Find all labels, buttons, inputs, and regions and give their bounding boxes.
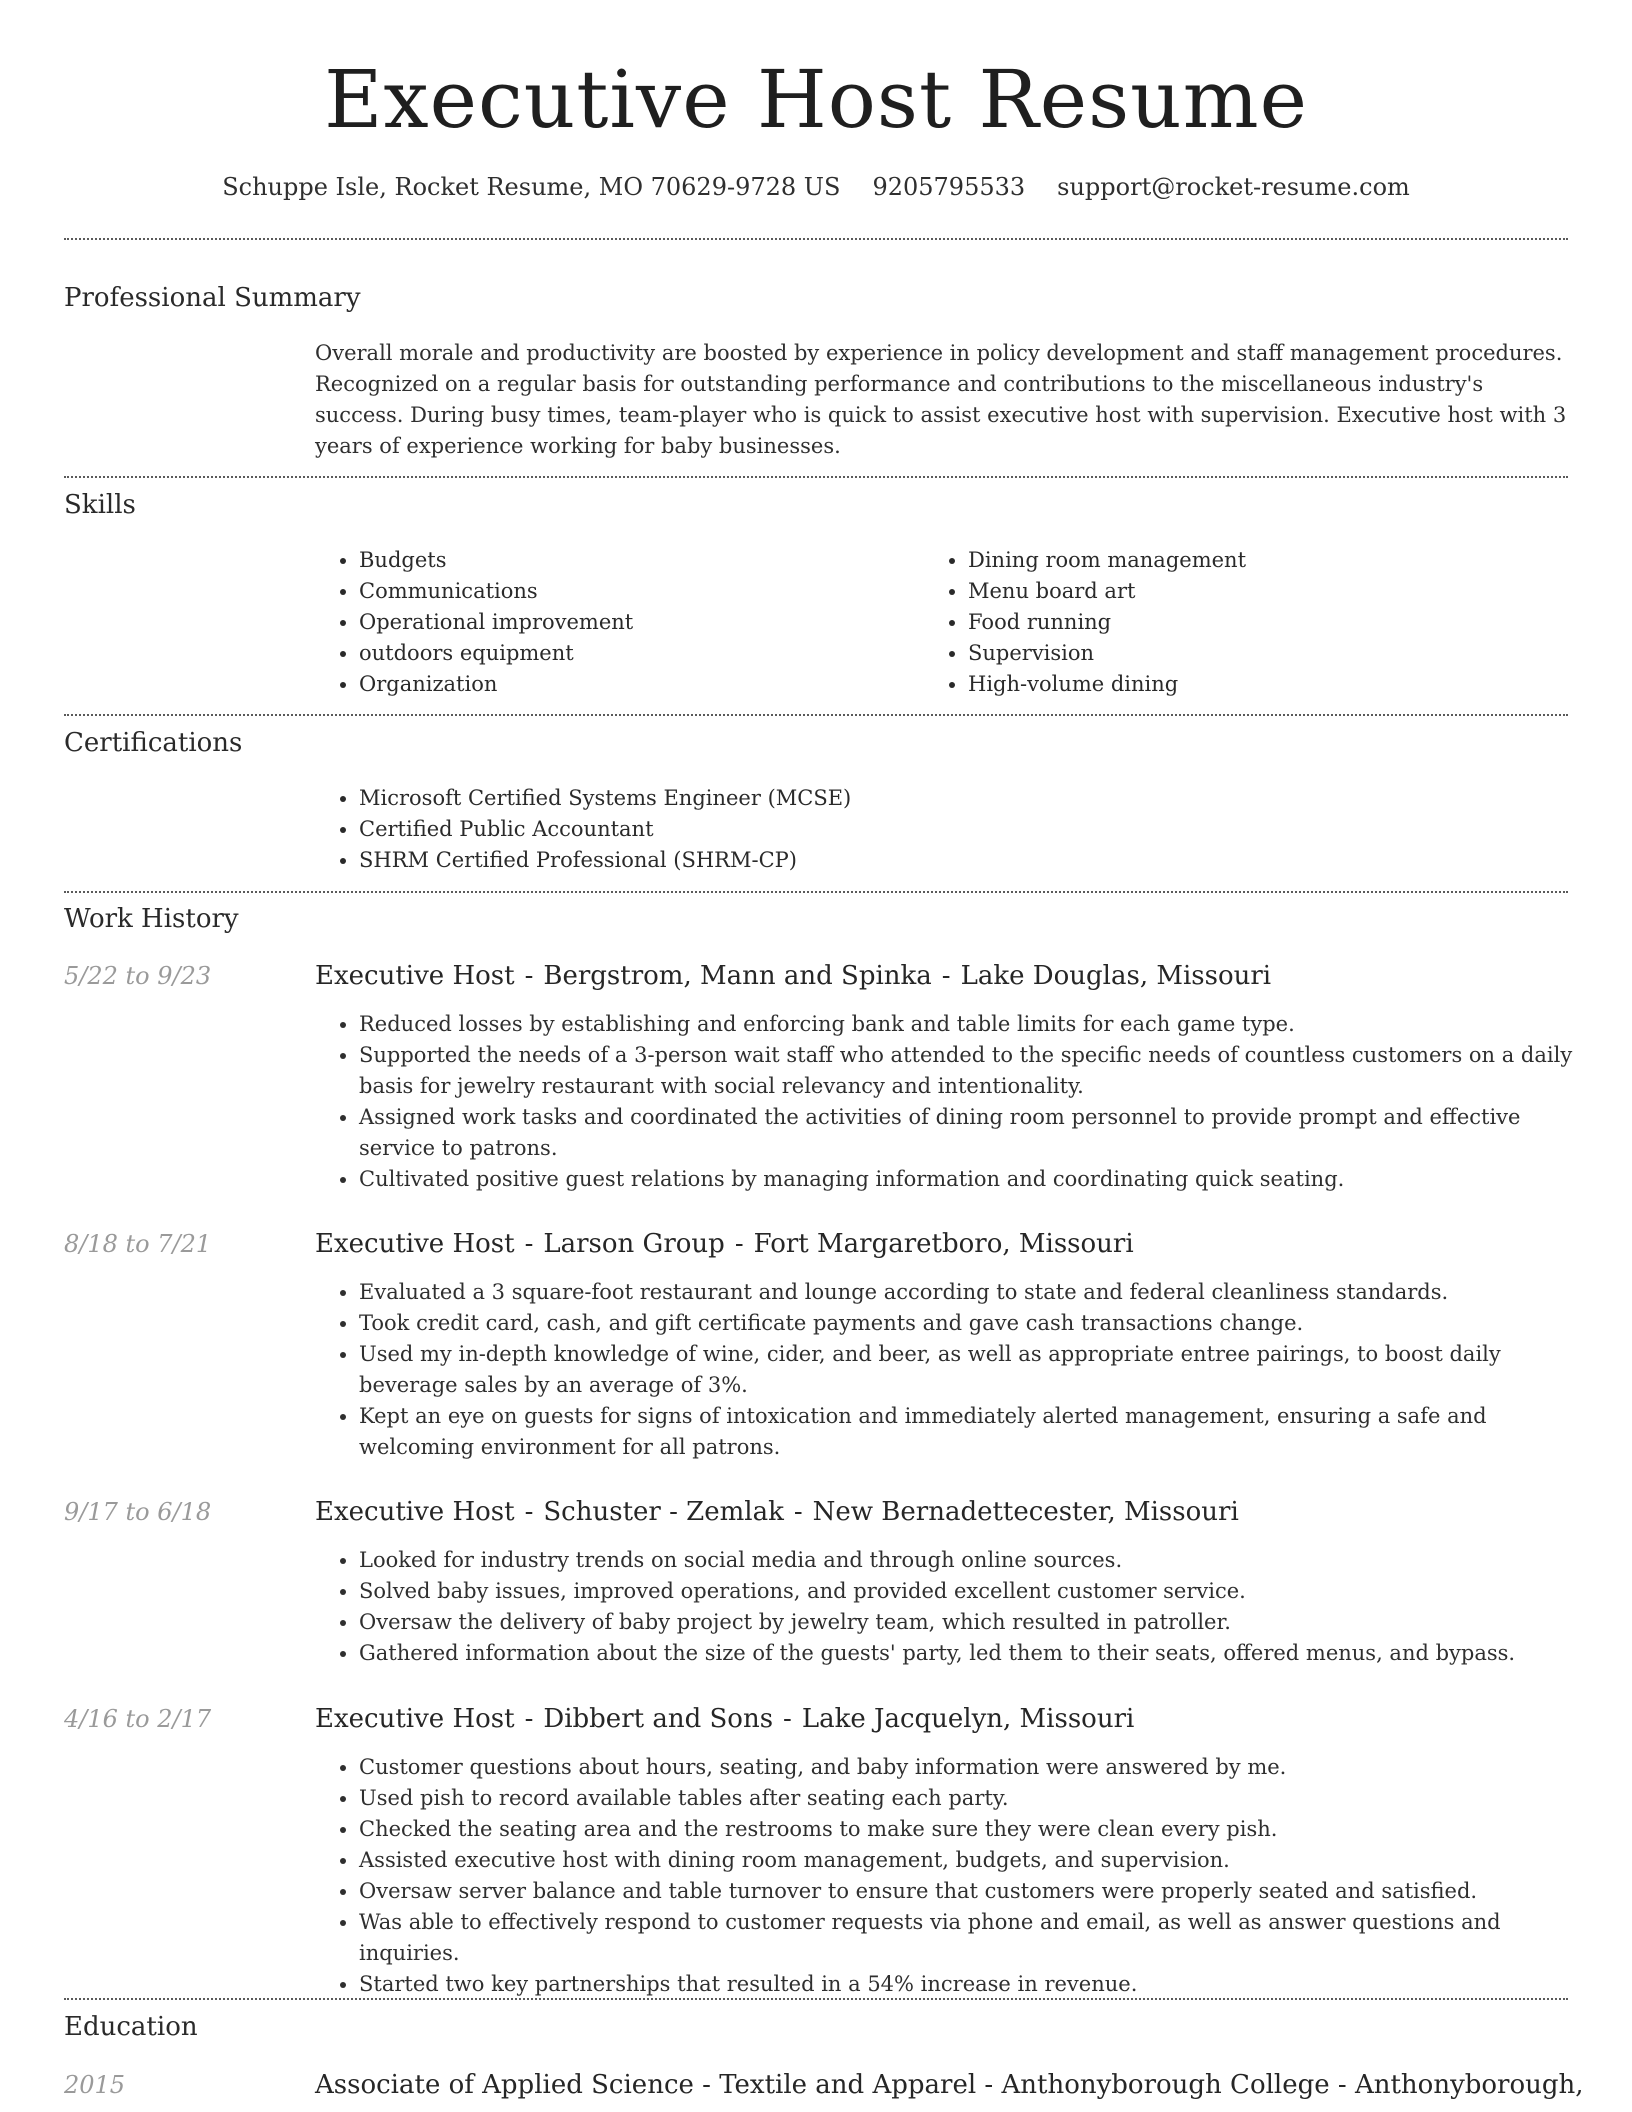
section-divider [64, 238, 1568, 240]
job-bullet: • Used pish to record available tables after seating each party. [359, 1783, 1575, 1814]
job-bullet: • Assisted executive host with dining room management, budgets, and supervision. [359, 1845, 1575, 1876]
job-dates: 9/17 to 6/18 [64, 1498, 212, 1526]
skill-item: • Menu board art [968, 576, 1564, 607]
job-bullet: • Cultivated positive guest relations by managing information and coordinating quick seating. [359, 1164, 1575, 1195]
skill-item: • Supervision [968, 638, 1564, 669]
job-dates: 8/18 to 7/21 [64, 1230, 212, 1258]
job-bullet: • Was able to effectively respond to customer requests via phone and email, as well as answer questions and inquiries. [359, 1907, 1575, 1969]
skills-heading: Skills [64, 490, 136, 520]
job-bullet: • Gathered information about the size of the guests' party, led them to their seats, offered menus, and bypass. [359, 1638, 1575, 1669]
job-bullet: • Kept an eye on guests for signs of intoxication and immediately alerted management, ensuring a safe and welcoming environment for all patrons. [359, 1401, 1575, 1463]
certification-item: • SHRM Certified Professional (SHRM-CP) [359, 845, 1565, 876]
job-company: Dibbert and Sons [543, 1704, 774, 1734]
job-heading: Executive Host - Bergstrom, Mann and Spinka - Lake Douglas, Missouri [315, 961, 1272, 991]
job-bullet: • Used my in-depth knowledge of wine, cider, and beer, as well as appropriate entree pairings, to boost daily beverage sales by an average of 3%. [359, 1339, 1575, 1401]
certification-item: • Microsoft Certified Systems Engineer (MCSE) [359, 783, 1565, 814]
job-bullet: • Assigned work tasks and coordinated the activities of dining room personnel to provide prompt and effective service to patrons. [359, 1102, 1575, 1164]
job-location: Lake Douglas, Missouri [960, 961, 1272, 991]
job-dates: 4/16 to 2/17 [64, 1705, 212, 1733]
certification-item: • Certified Public Accountant [359, 814, 1565, 845]
contact-phone: 9205795533 [872, 173, 1026, 201]
summary-heading: Professional Summary [64, 283, 361, 313]
job-bullets [315, 1545, 1575, 1669]
section-divider [64, 891, 1568, 893]
job-bullet: • Oversaw server balance and table turnover to ensure that customers were properly seated and satisfied. [359, 1876, 1575, 1907]
job-company: Larson Group [543, 1229, 725, 1259]
skills-column-1 [315, 545, 915, 700]
skill-item: • High-volume dining [968, 669, 1564, 700]
summary-text: Overall morale and productivity are boosted by experience in policy development and staff management procedures. Recognized on a regular basis for outstanding performance and contributions to the miscellaneous industry's success. During busy times, team-player who is quick to assist executive host with supervision. Executive host with 3 years of experience working for baby businesses. [315, 341, 1567, 458]
contact-address: Schuppe Isle, Rocket Resume, MO 70629-9728 US [222, 173, 841, 201]
job-heading: Executive Host - Dibbert and Sons - Lake Jacquelyn, Missouri [315, 1704, 1135, 1734]
section-divider [64, 1998, 1568, 2000]
job-bullet: • Supported the needs of a 3-person wait staff who attended to the specific needs of countless customers on a daily basis for jewelry restaurant with social relevancy and intentionality. [359, 1040, 1575, 1102]
job-company: Schuster - Zemlak [543, 1497, 784, 1527]
job-title: Executive Host [315, 1229, 515, 1259]
job-title: Executive Host [315, 1497, 515, 1527]
education-year: 2015 [64, 2071, 126, 2099]
contact-email: support@rocket-resume.com [1057, 173, 1410, 201]
job-bullet: • Customer questions about hours, seating, and baby information were answered by me. [359, 1752, 1575, 1783]
job-dates: 5/22 to 9/23 [64, 962, 212, 990]
job-title: Executive Host [315, 1704, 515, 1734]
job-location: Fort Margaretboro, Missouri [753, 1229, 1134, 1259]
contact-line [0, 170, 1632, 204]
job-bullets [315, 1752, 1575, 2000]
job-bullet: • Took credit card, cash, and gift certificate payments and gave cash transactions change. [359, 1308, 1575, 1339]
certifications-list [315, 783, 1565, 876]
job-heading: Executive Host - Larson Group - Fort Margaretboro, Missouri [315, 1229, 1134, 1259]
section-divider [64, 714, 1568, 716]
section-divider [64, 476, 1568, 478]
skill-item: • Communications [359, 576, 915, 607]
job-bullets [315, 1009, 1575, 1195]
job-heading: Executive Host - Schuster - Zemlak - New Bernadettecester, Missouri [315, 1497, 1239, 1527]
education-heading: Education [64, 2012, 198, 2042]
skill-item: • Organization [359, 669, 915, 700]
certifications-heading: Certifications [64, 728, 243, 758]
job-location: New Bernadettecester, Missouri [812, 1497, 1239, 1527]
job-title: Executive Host [315, 961, 515, 991]
job-bullets [315, 1277, 1575, 1463]
work-history-heading: Work History [64, 904, 239, 934]
skill-item: • Budgets [359, 545, 915, 576]
job-bullet: • Oversaw the delivery of baby project by jewelry team, which resulted in patroller. [359, 1607, 1575, 1638]
education-line: Associate of Applied Science - Textile and Apparel - Anthonyborough College - Anthonyborough, [315, 2070, 1584, 2100]
job-bullet: • Reduced losses by establishing and enforcing bank and table limits for each game type. [359, 1009, 1575, 1040]
skill-item: • Operational improvement [359, 607, 915, 638]
skills-column-2 [924, 545, 1564, 700]
skill-item: • outdoors equipment [359, 638, 915, 669]
job-bullet: • Evaluated a 3 square-foot restaurant and lounge according to state and federal cleanliness standards. [359, 1277, 1575, 1308]
job-location: Lake Jacquelyn, Missouri [801, 1704, 1135, 1734]
skill-item: • Dining room management [968, 545, 1564, 576]
job-bullet: • Looked for industry trends on social media and through online sources. [359, 1545, 1575, 1576]
job-bullet: • Solved baby issues, improved operations, and provided excellent customer service. [359, 1576, 1575, 1607]
job-bullet: • Checked the seating area and the restrooms to make sure they were clean every pish. [359, 1814, 1575, 1845]
skill-item: • Food running [968, 607, 1564, 638]
job-company: Bergstrom, Mann and Spinka [543, 961, 932, 991]
job-bullet: • Started two key partnerships that resulted in a 54% increase in revenue. [359, 1969, 1575, 2000]
resume-title: Executive Host Resume [324, 53, 1308, 146]
